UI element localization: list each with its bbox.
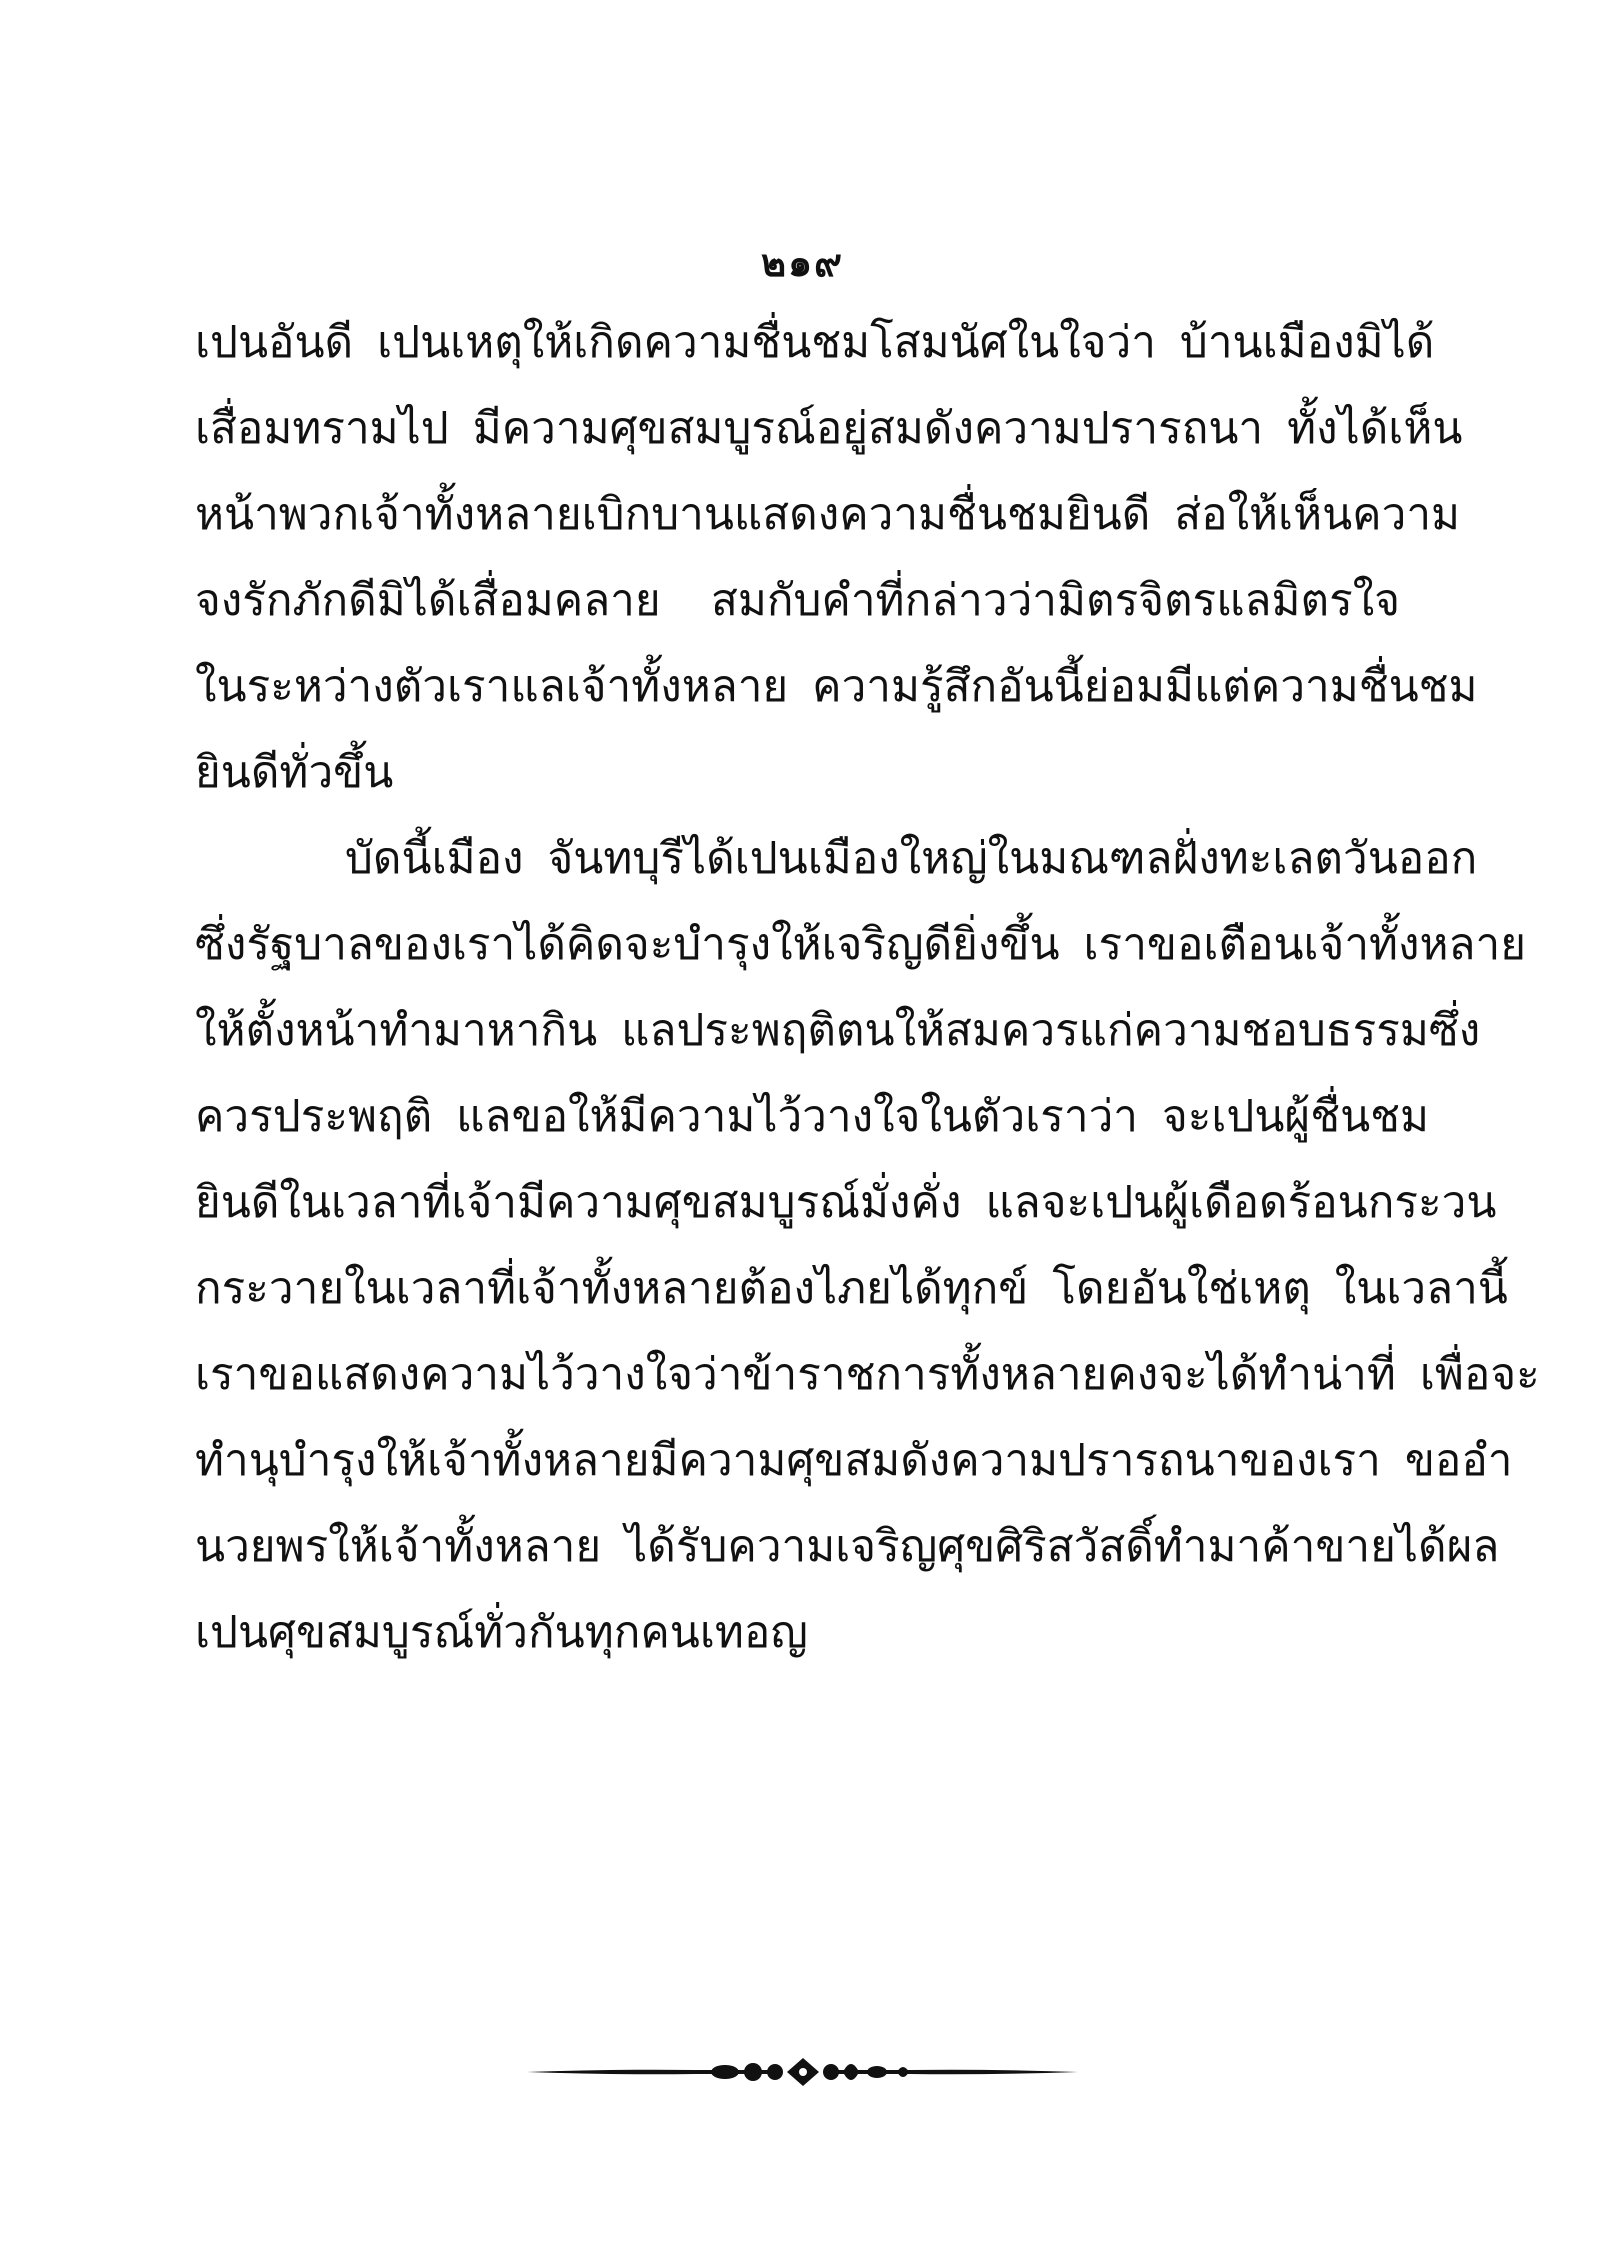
paragraph-1 (195, 300, 1478, 816)
text-line: เราขอแสดงความไว้วางใจว่าข้าราชการทั้งหลายคงจะได้ทำน่าที่ เพื่อจะ (195, 1349, 1540, 1400)
text-line: หน้าพวกเจ้าทั้งหลายเบิกบานแสดงความชื่นชมยินดี ส่อให้เห็นความ (195, 489, 1461, 540)
text-line: จงรักภักดีมิได้เสื่อมคลาย สมกับคำที่กล่าวว่ามิตรจิตรแลมิตรใจ (195, 575, 1400, 626)
paragraph-2 (195, 816, 1540, 1676)
text-line: เปนอันดี เปนเหตุให้เกิดความชื่นชมโสมนัศในใจว่า บ้านเมืองมิได้ (195, 317, 1435, 368)
text-line: เปนศุขสมบูรณ์ทั่วกันทุกคนเทอญ (195, 1607, 808, 1658)
text-line: บัดนี้เมือง จันทบุรีได้เปนเมืองใหญ่ในมณฑลฝั่งทะเลตวันออก (345, 833, 1478, 884)
text-line: กระวายในเวลาที่เจ้าทั้งหลายต้องไภยได้ทุกข์ โดยอันใช่เหตุ ในเวลานี้ (195, 1263, 1508, 1314)
text-line: เสื่อมทรามไป มีความศุขสมบูรณ์อยู่สมดังความปรารถนา ทั้งได้เห็น (195, 403, 1463, 454)
page-number: ๒๑๙ (760, 240, 844, 285)
text-line: ให้ตั้งหน้าทำมาหากิน แลประพฤติตนให้สมควรแก่ความชอบธรรมซึ่ง (195, 1005, 1481, 1056)
text-line: ทำนุบำรุงให้เจ้าทั้งหลายมีความศุขสมดังความปรารถนาของเรา ขออำ (195, 1435, 1513, 1486)
ornament-divider-icon (525, 2050, 1080, 2094)
text-line: ซึ่งรัฐบาลของเราได้คิดจะบำรุงให้เจริญดียิ่งขึ้น เราขอเตือนเจ้าทั้งหลาย (195, 919, 1526, 970)
text-line: ควรประพฤติ แลขอให้มีความไว้วางใจในตัวเราว่า จะเปนผู้ชื่นชม (195, 1091, 1430, 1142)
text-line: ในระหว่างตัวเราแลเจ้าทั้งหลาย ความรู้สึกอันนี้ย่อมมีแต่ความชื่นชม (195, 661, 1478, 712)
body-text (195, 300, 1540, 1676)
text-line: ยินดีทั่วขึ้น (195, 747, 394, 798)
text-line: ยินดีในเวลาที่เจ้ามีความศุขสมบูรณ์มั่งคั่ง แลจะเปนผู้เดือดร้อนกระวน (195, 1177, 1497, 1228)
text-line: นวยพรให้เจ้าทั้งหลาย ได้รับความเจริญศุขศิริสวัสดิ์ทำมาค้าขายได้ผล (195, 1521, 1500, 1572)
